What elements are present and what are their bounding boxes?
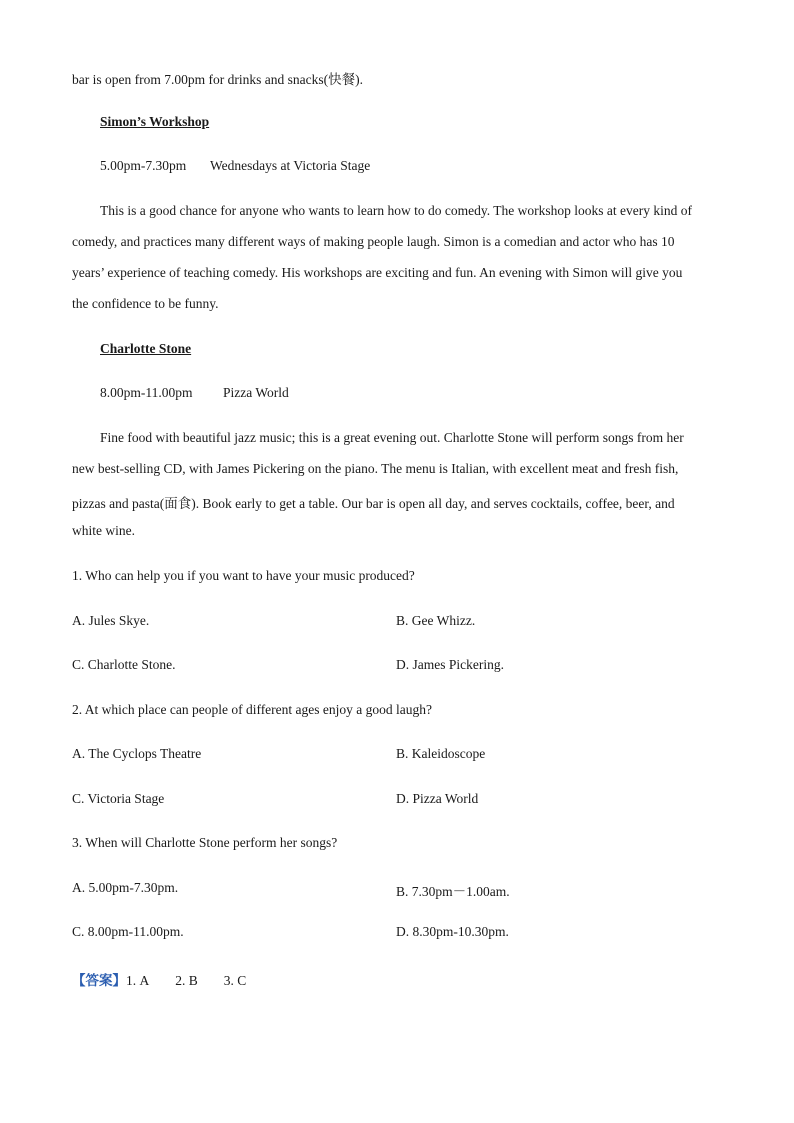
section-schedule [100,158,370,174]
option-a: A. Jules Skye. [72,613,150,628]
paragraph-line: the confidence to be funny. [72,296,219,311]
section-place: Wednesdays at Victoria Stage [210,158,371,173]
paragraph-line: Fine food with beautiful jazz music; this is a great evening out. Charlotte Stone will perform songs from her [100,430,684,445]
question-text: 2. At which place can people of different ages enjoy a good laugh? [72,702,432,717]
option-b: B. Gee Whizz. [396,613,476,628]
option-c: C. Victoria Stage [72,791,165,806]
answer-item: 3. C [223,973,247,988]
paragraph-line: comedy, and practices many different ways of making people laugh. Simon is a comedian and actor who has 10 [72,234,675,249]
answer-item: 2. B [175,973,198,988]
option-c: C. 8.00pm-11.00pm. [72,924,184,939]
option-b: B. 7.30pm－1.00am. [396,884,510,899]
option-d: D. 8.30pm-10.30pm. [396,924,509,939]
section-heading-charlotte-stone: Charlotte Stone [100,341,192,356]
option-d: D. James Pickering. [396,657,504,672]
option-a: A. 5.00pm-7.30pm. [72,880,179,895]
answer-line [72,969,246,989]
paragraph-line: white wine. [72,523,135,538]
option-d: D. Pizza World [396,791,479,806]
section-heading-simons-workshop: Simon’s Workshop [100,114,210,129]
paragraph-line: new best-selling CD, with James Pickering on the piano. The menu is Italian, with excellent meat and fresh fish, [72,461,679,476]
option-b: B. Kaleidoscope [396,746,486,761]
option-c: C. Charlotte Stone. [72,657,176,672]
question-text: 3. When will Charlotte Stone perform her songs? [72,835,338,850]
answer-item: 1. A [126,973,150,988]
section-time: 8.00pm-11.00pm [100,385,193,400]
section-time: 5.00pm-7.30pm [100,158,187,173]
question-text: 1. Who can help you if you want to have your music produced? [72,568,415,583]
top-line: bar is open from 7.00pm for drinks and snacks(快餐). [72,72,363,87]
section-schedule [100,385,289,401]
paragraph-line: years’ experience of teaching comedy. His workshops are exciting and fun. An evening with Simon will give you [72,265,683,280]
option-a: A. The Cyclops Theatre [72,746,202,761]
paragraph-line: pizzas and pasta(面食). Book early to get a table. Our bar is open all day, and serves cocktails, coffee, beer, and [72,496,675,511]
section-place: Pizza World [223,385,289,400]
answer-label: 【答案】 [72,973,126,988]
paragraph-line: This is a good chance for anyone who wants to learn how to do comedy. The workshop looks at every kind of [100,203,692,218]
